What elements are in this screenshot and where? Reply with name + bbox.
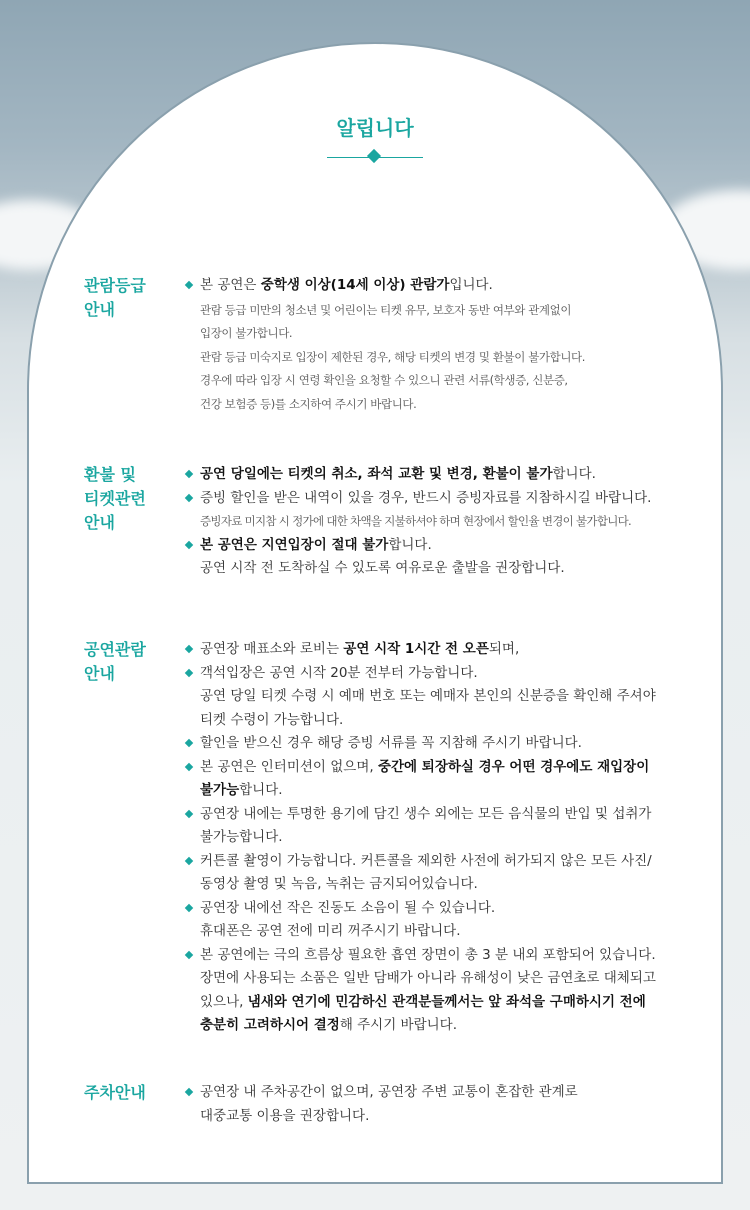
item-text: 합니다. (239, 782, 283, 798)
diamond-bullet-icon (185, 281, 193, 289)
note-line: 관람 등급 미만의 청소년 및 어린이는 티켓 유무, 보호자 동반 여부와 관계없이 (200, 302, 572, 317)
diamond-bullet-icon (185, 809, 193, 817)
note-line: 경우에 따라 입장 시 연령 확인을 요청할 수 있으니 관련 서류(학생증, 신분증, (200, 373, 568, 387)
diamond-bullet-icon (185, 762, 193, 770)
item-text-bold: 본 공연은 지연입장이 절대 불가 (200, 536, 389, 553)
item-continuation (200, 779, 705, 803)
item-text: 공연장 매표소와 로비는 (200, 641, 344, 657)
item-continuation: 공연 시작 전 도착하실 수 있도록 여유로운 출발을 권장합니다. (200, 560, 565, 576)
section-title (84, 1081, 174, 1105)
section-title-line: 안내 (84, 664, 115, 683)
list-item (185, 1081, 705, 1128)
list-item (185, 756, 705, 803)
diamond-bullet-icon (185, 470, 193, 478)
note-text (185, 299, 705, 417)
item-continuation: 동영상 촬영 및 녹음, 녹취는 금지되어있습니다. (200, 876, 478, 892)
title-divider (327, 150, 423, 164)
item-text: 공연장 내에선 작은 진동도 소음이 될 수 있습니다. (200, 899, 496, 916)
item-text-bold: 불가능 (200, 782, 240, 798)
item-text: 해 주시기 바랍니다. (339, 1017, 458, 1033)
item-text: 입니다. (449, 277, 493, 293)
list-item (185, 534, 705, 581)
diamond-bullet-icon (185, 668, 193, 676)
diamond-bullet-icon (185, 903, 193, 911)
item-continuation (200, 967, 705, 991)
list-item (185, 638, 705, 662)
section-title-line: 안내 (84, 300, 115, 319)
list-item (185, 803, 705, 850)
item-continuation: 대중교통 이용을 권장합니다. (200, 1107, 370, 1124)
diamond-bullet-icon (185, 1088, 193, 1096)
item-text-bold: 충분히 고려하시어 결정 (200, 1017, 340, 1033)
note-text (185, 510, 705, 534)
section-title-line: 환불 및 (84, 465, 136, 484)
item-text-bold: 공연 시작 1시간 전 오픈 (343, 641, 489, 657)
list-item (185, 732, 705, 756)
item-continuation: 불가능합니다. (200, 829, 283, 845)
diamond-bullet-icon (185, 856, 193, 864)
diamond-icon (367, 149, 381, 163)
item-text: 공연장 내에는 투명한 용기에 담긴 생수 외에는 모든 음식물의 반입 및 섭취가 (200, 805, 652, 822)
item-text: 본 공연은 (200, 277, 261, 293)
list-item (185, 850, 705, 897)
section-title-line: 주차안내 (84, 1083, 146, 1102)
item-text: 있으나, (200, 993, 248, 1010)
item-text: 객석입장은 공연 시작 20분 전부터 가능합니다. (200, 664, 478, 681)
item-continuation: 휴대폰은 공연 전에 미리 꺼주시기 바랍니다. (200, 923, 461, 939)
item-text: 증빙 할인을 받은 내역이 있을 경우, 반드시 증빙자료를 지참하시길 바랍니다. (200, 489, 652, 506)
section-title-line: 안내 (84, 513, 115, 532)
diamond-bullet-icon (185, 540, 193, 548)
diamond-bullet-icon (185, 645, 193, 653)
section-items (185, 274, 705, 416)
section-title (84, 274, 174, 322)
item-text: 합니다. (552, 466, 596, 482)
note-line: 건강 보험증 등)를 소지하여 주시기 바랍니다. (200, 396, 417, 411)
section-title (84, 463, 174, 535)
list-item (185, 944, 705, 1038)
list-item (185, 897, 705, 944)
item-text: 되며, (488, 641, 520, 657)
item-continuation: 티켓 수령이 가능합니다. (200, 711, 344, 728)
list-item (185, 274, 705, 298)
section-title-line: 공연관람 (84, 640, 146, 659)
note-line: 입장이 불가합니다. (200, 326, 293, 340)
item-text: 장면에 사용되는 소품은 일반 담배가 아니라 유해성이 낮은 금연초로 대체되고 (200, 970, 656, 986)
item-continuation (200, 991, 705, 1015)
item-text: 본 공연은 인터미션이 없으며, (200, 758, 378, 775)
diamond-bullet-icon (185, 950, 193, 958)
item-text: 할인을 받으신 경우 해당 증빙 서류를 꼭 지참해 주시기 바랍니다. (200, 735, 582, 751)
section-items (185, 638, 705, 1038)
section-items (185, 1081, 705, 1128)
item-text: 합니다. (388, 536, 432, 553)
note-line: 증빙자료 미지참 시 정가에 대한 차액을 지불하셔야 하며 현장에서 할인율 변경이 불가합니다. (200, 514, 632, 528)
list-item (185, 487, 705, 511)
item-text-bold: 중학생 이상(14세 이상) 관람가 (260, 277, 450, 293)
item-text: 커튼콜 촬영이 가능합니다. 커튼콜을 제외한 사전에 허가되지 않은 모든 사진/ (200, 852, 652, 869)
note-line: 관람 등급 미숙지로 입장이 제한된 경우, 해당 티켓의 변경 및 환불이 불가합니다. (200, 349, 586, 364)
section-items (185, 463, 705, 581)
diamond-bullet-icon (185, 493, 193, 501)
section-title-line: 관람등급 (84, 276, 146, 295)
item-continuation: 공연 당일 티켓 수령 시 예매 번호 또는 예매자 본인의 신분증을 확인해 주셔야 (200, 688, 656, 704)
item-text-bold: 냄새와 연기에 민감하신 관객분들께서는 앞 좌석을 구매하시기 전에 (247, 993, 646, 1010)
item-text: 공연장 내 주차공간이 없으며, 공연장 주변 교통이 혼잡한 관계로 (200, 1084, 578, 1100)
item-text-bold: 중간에 퇴장하실 경우 어떤 경우에도 재입장이 (377, 758, 650, 775)
section-title-line: 티켓관련 (84, 489, 146, 508)
item-continuation (200, 1014, 705, 1038)
section-title (84, 638, 174, 686)
list-item (185, 662, 705, 733)
item-text: 본 공연에는 극의 흐름상 필요한 흡연 장면이 총 3 분 내외 포함되어 있습니다. (200, 946, 656, 963)
diamond-bullet-icon (185, 739, 193, 747)
page-title: 알립니다 (336, 116, 414, 140)
list-item (185, 463, 705, 487)
item-text-bold: 공연 당일에는 티켓의 취소, 좌석 교환 및 변경, 환불이 불가 (200, 466, 553, 482)
